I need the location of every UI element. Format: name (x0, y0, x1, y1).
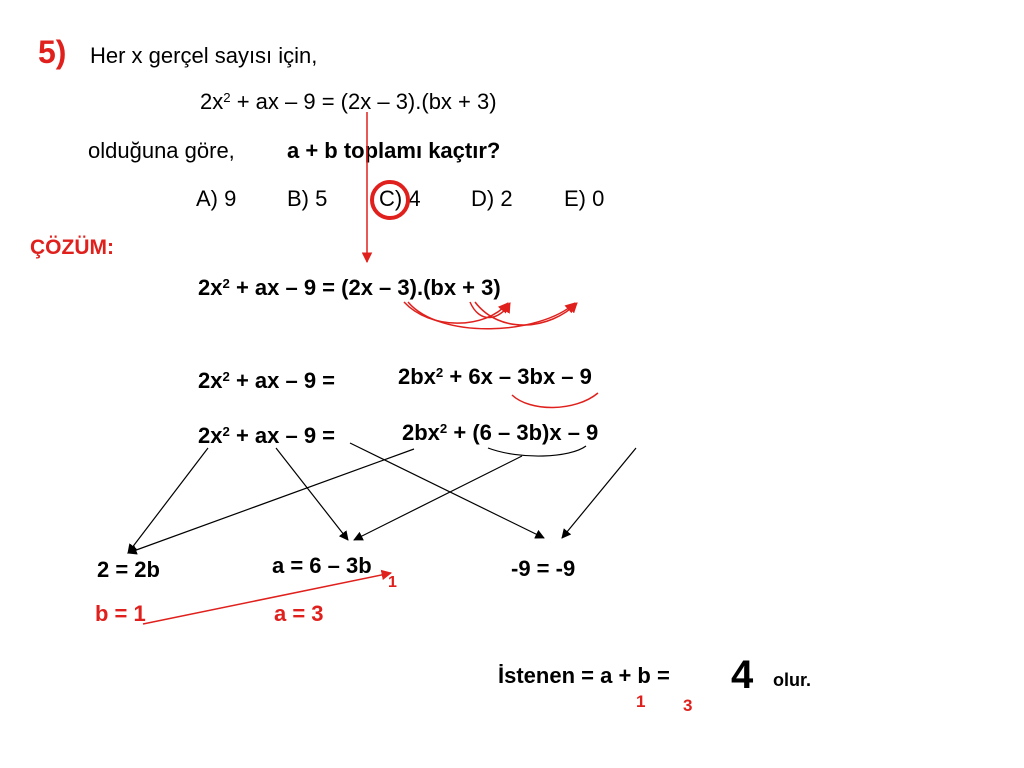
equation-term: 2bx (398, 364, 436, 389)
b-result: b = 1 (95, 601, 146, 626)
exponent: 2 (222, 368, 230, 384)
a-result: a = 3 (274, 601, 324, 626)
question-intro: Her x gerçel sayısı için, (90, 43, 318, 68)
option-e[interactable]: E) 0 (564, 186, 605, 211)
answer-circle (372, 182, 408, 218)
equation-a: a = 6 – 3b (272, 553, 372, 578)
final-answer: 4 (731, 653, 754, 697)
option-a[interactable]: A) 9 (196, 186, 237, 211)
grouping-curve (512, 393, 598, 408)
question-ask: a + b toplamı kaçtır? (287, 138, 501, 163)
exponent: 2 (222, 275, 230, 291)
match-arrow (354, 456, 522, 540)
equation-rest: + ax – 9 = (2x – 3).(bx + 3) (229, 275, 501, 300)
equation-term: 2bx (402, 420, 440, 445)
equation-term: 2x (198, 423, 223, 448)
match-arrow (128, 449, 414, 553)
exponent: 2 (222, 423, 230, 439)
option-d[interactable]: D) 2 (471, 186, 513, 211)
exponent: 2 (435, 364, 444, 380)
distribution-arc (475, 302, 577, 325)
equation-rest: + ax – 9 = (2x – 3).(bx + 3) (230, 89, 497, 114)
option-c[interactable]: C) 4 (379, 186, 421, 211)
question-number: 5) (38, 34, 67, 70)
final-b-value: 3 (683, 696, 693, 715)
match-arrow (128, 448, 208, 553)
equation-b: 2 = 2b (97, 557, 160, 582)
match-arrow (276, 448, 348, 540)
question-condition: olduğuna göre, (88, 138, 235, 163)
equation-rest: + ax – 9 = (229, 368, 336, 393)
equation-constant: -9 = -9 (511, 556, 576, 581)
exponent: 2 (223, 89, 231, 105)
equation-term: 2x (200, 89, 224, 114)
equation-term: 2x (198, 368, 223, 393)
substituted-b-value: 1 (388, 574, 397, 591)
substitution-arrow (143, 573, 391, 624)
equation-rest: + 6x – 3bx – 9 (443, 364, 592, 389)
final-a-value: 1 (636, 692, 646, 711)
match-arrow (350, 443, 544, 538)
equation-rest: + (6 – 3b)x – 9 (447, 420, 599, 445)
final-expression: İstenen = a + b = (498, 663, 670, 688)
match-arrow (562, 448, 636, 538)
exponent: 2 (439, 420, 448, 436)
final-suffix: olur. (773, 670, 812, 690)
equation-term: 2x (198, 275, 223, 300)
grouping-curve (488, 446, 586, 456)
solution-heading: ÇÖZÜM: (30, 236, 114, 259)
option-b[interactable]: B) 5 (287, 186, 328, 211)
equation-rest: + ax – 9 = (229, 423, 336, 448)
